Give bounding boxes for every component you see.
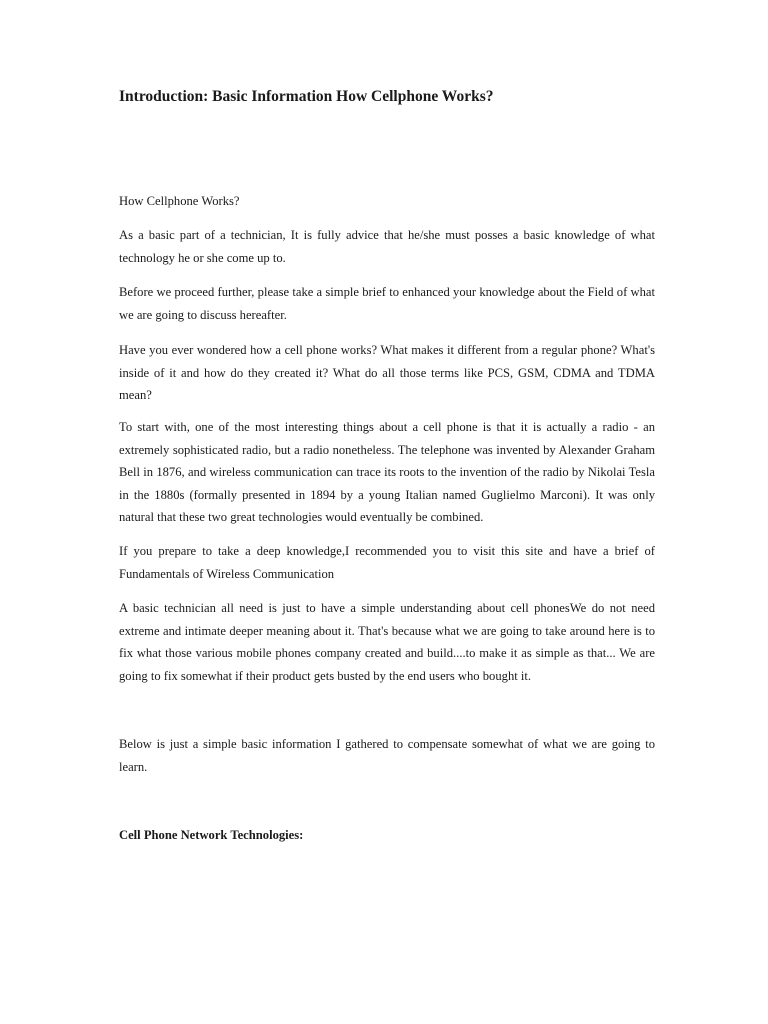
paragraph-proceed-further: Before we proceed further, please take a simple brief to enhanced your knowledge about the Field of what we are going to discuss hereafter. xyxy=(119,285,655,322)
paragraph-basic-technician: A basic technician all need is just to have a simple understanding about cell phonesWe do not need extreme and intimate deeper meaning about it. That's because what we are going to take around here is to fix what those various mobile phones company created and build....to make it as simple as that... We are going to fix somewhat if their product gets busted by the end users who bought it. xyxy=(119,601,655,683)
section-heading: Cell Phone Network Technologies: xyxy=(119,828,304,842)
paragraph-how-cellphone-works: How Cellphone Works? xyxy=(119,194,240,208)
paragraph-wondered: Have you ever wondered how a cell phone works? What makes it different from a regular phone? What's inside of it and how do they created it? What do all those terms like PCS, GSM, CDMA and TDMA mean? xyxy=(119,343,655,402)
paragraph-below-basic-info: Below is just a simple basic information I gathered to compensate somewhat of what we are going to learn. xyxy=(119,737,655,774)
paragraph-technician-knowledge: As a basic part of a technician, It is fully advice that he/she must posses a basic knowledge of what technology he or she come up to. xyxy=(119,228,655,265)
page-title: Introduction: Basic Information How Cellphone Works? xyxy=(119,88,494,105)
paragraph-wireless-fundamentals: If you prepare to take a deep knowledge,I recommended you to visit this site and have a brief of Fundamentals of Wireless Communication xyxy=(119,544,655,581)
paragraph-radio-history: To start with, one of the most interesting things about a cell phone is that it is actually a radio - an extremely sophisticated radio, but a radio nonetheless. The telephone was invented by Alexander Graham Bell in 1876, and wireless communication can trace its roots to the invention of the radio by Nikolai Tesla in the 1880s (formally presented in 1894 by a young Italian named Guglielmo Marconi). It was only natural that these two great technologies would eventually be combined. xyxy=(119,420,655,524)
